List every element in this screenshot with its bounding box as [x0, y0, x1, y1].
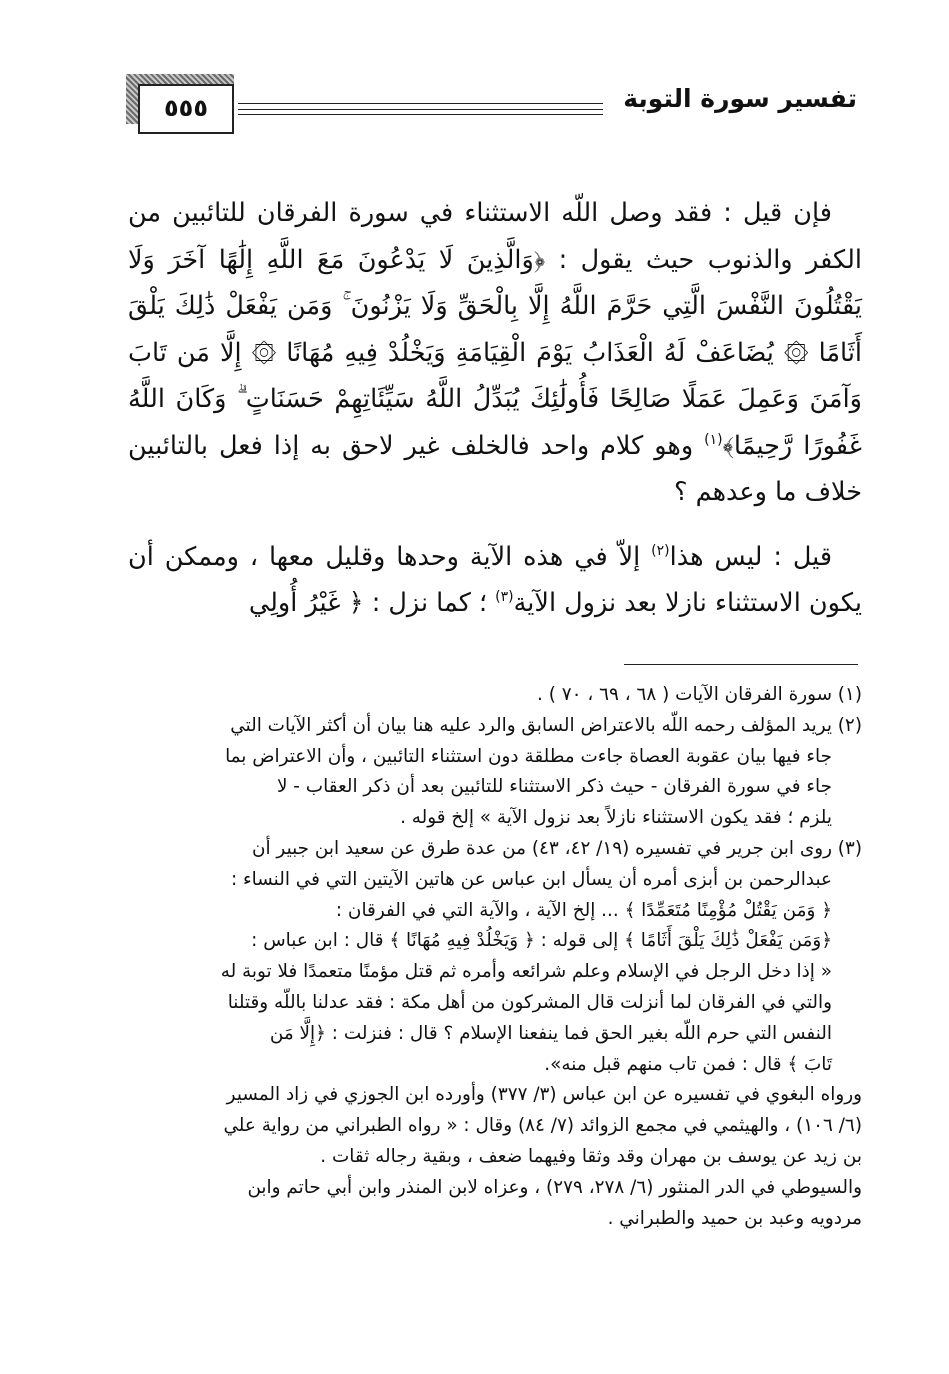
running-header-title: تفسير سورة التوبة — [623, 84, 857, 113]
footnote-line: ورواه البغوي في تفسيره عن ابن عباس (٣/ ٣٧٧) وأورده ابن الجوزي في زاد المسير — [226, 1084, 862, 1106]
header-rule — [238, 109, 603, 110]
footnote-number: (٣) — [837, 837, 862, 859]
page-number: ٥٥٥ — [138, 84, 234, 134]
paragraph-2 — [128, 534, 862, 627]
footnote-ref-3: (٣) — [495, 589, 514, 605]
header-rule — [238, 103, 603, 104]
paragraph-1-intro: فإن قيل : فقد وصل اللّه الاستثناء في سورة الفرقان للتائبين من الكفر والذنوب حيث يقول : — [128, 198, 862, 275]
footnote-ref-2: (٢) — [651, 542, 670, 559]
footnote-line: مردويه وعبد بن حميد والطبراني . — [607, 1207, 862, 1229]
footnote-line: جاء فيها بيان عقوبة العصاة جاءت مطلقة دون استثناء التائبين ، وأن الاعتراض بما — [225, 745, 832, 767]
footnote-line: ﴿ وَمَن يَقْتُلْ مُؤْمِنًا مُتَعَمِّدًا ﴾ ... إلخ الآية ، والآية التي في الفرقان : — [335, 899, 832, 921]
footnote-line: والسيوطي في الدر المنثور (٦/ ٢٧٨، ٢٧٩) ، وعزاه لابن المنذر وابن أبي حاتم وابن — [247, 1176, 862, 1198]
footnote-line: يلزم ؛ فقد يكون الاستثناء نازلاً بعد نزول الآية » إلخ قوله . — [400, 807, 832, 829]
footnote-line: بن زيد عن يوسف بن مهران وقد وثقا وفيهما ضعف ، وبقية رجاله ثقات . — [320, 1145, 862, 1167]
footnotes — [128, 680, 862, 1234]
paragraph-2-part-3: ؛ كما نزل : — [371, 588, 488, 618]
footnote-line: والتي في الفرقان لما أنزلت قال المشركون من أهل مكة : فقد عدلنا باللّه وقتلنا — [227, 991, 832, 1013]
footnote-line: عبدالرحمن بن أبزى أمره أن يسأل ابن عباس عن هاتين الآيتين التي في النساء : — [230, 868, 832, 890]
header-rule — [238, 114, 603, 115]
footnote-separator — [624, 664, 858, 665]
footnote-number: (١) — [837, 684, 862, 705]
footnote-line: النفس التي حرم اللّه بغير الحق فما ينفعنا الإسلام ؟ قال : فنزلت : ﴿إِلَّا مَن — [269, 1022, 832, 1044]
footnote-line: تَابَ ﴾ قال : فمن تاب منهم قبل منه». — [544, 1053, 832, 1075]
quran-verse: ﴿ غَيْرُ أُولِي — [248, 588, 364, 618]
footnote-line: جاء في سورة الفرقان - حيث ذكر الاستثناء للتائبين بعد أن ذكر العقاب - لا — [276, 776, 832, 798]
footnote-line: (٦/ ١٠٦) ، والهيثمي في مجمع الزوائد (٧/ ٨٤) وقال : « رواه الطبراني من رواية علي — [223, 1115, 862, 1137]
main-text — [128, 190, 862, 627]
footnote-line: ﴿وَمَن يَفْعَلْ ذَٰلِكَ يَلْقَ أَثَامًا ﴾ إلى قوله : ﴿ وَيَخْلُدْ فِيهِ مُهَانًا ﴾ قال : ابن عباس : — [251, 930, 832, 952]
paragraph-1 — [128, 190, 862, 516]
footnote-1 — [128, 680, 862, 711]
footnote-line: روى ابن جرير في تفسيره (١٩/ ٤٢، ٤٣) من عدة طرق عن سعيد ابن جبير أن — [251, 837, 832, 859]
footnote-text: سورة الفرقان الآيات ( ٦٨ ، ٦٩ ، ٧٠ ) . — [537, 684, 832, 705]
footnote-ref-1: (١) — [704, 431, 723, 448]
footnote-line: يريد المؤلف رحمه اللّه بالاعتراض السابق والرد عليه هنا بيان أن أكثر الآيات التي — [230, 714, 832, 736]
footnote-line: « إذا دخل الرجل في الإسلام وعلم شرائعه وأمره ثم قتل مؤمنًا متعمدًا فلا توبة له — [220, 961, 832, 983]
paragraph-1-rest: وهو كلام واحد فالخلف غير لاحق به إذا فعل بالتائبين خلاف ما وعدهم ؟ — [128, 430, 862, 507]
footnote-number: (٢) — [837, 714, 862, 736]
footnote-3 — [128, 834, 862, 865]
paragraph-2-part-2: إلاّ في هذه الآية وحدها وقليل معها ، وممكن أن يكون الاستثناء نازلا بعد نزول الآية — [128, 541, 862, 618]
quran-verse: ﴿وَالَّذِينَ لَا يَدْعُونَ مَعَ اللَّهِ إِلَٰهًا آخَرَ وَلَا يَقْتُلُونَ النَّفْسَ الَّتِي حَرَّمَ اللَّهُ إِلَّا بِالْحَقِّ وَلَا يَزْنُونَ ۚ وَمَن يَفْعَلْ ذَٰلِكَ يَلْقَ أَثَامًا ۞ يُضَاعَفْ لَهُ الْعَذَابُ يَوْمَ الْقِيَامَةِ وَيَخْلُدْ فِيهِ مُهَانًا ۞ إِلَّا مَن تَابَ وَآمَنَ وَعَمِلَ عَمَلًا صَالِحًا فَأُولَٰئِكَ يُبَدِّلُ اللَّهُ سَيِّئَاتِهِمْ حَسَنَاتٍ ۗ وَكَانَ اللَّهُ غَفُورًا رَّحِيمًا﴾ — [128, 244, 863, 461]
paragraph-2-part-1: قيل : ليس هذا — [669, 541, 833, 572]
footnote-2 — [128, 711, 862, 742]
